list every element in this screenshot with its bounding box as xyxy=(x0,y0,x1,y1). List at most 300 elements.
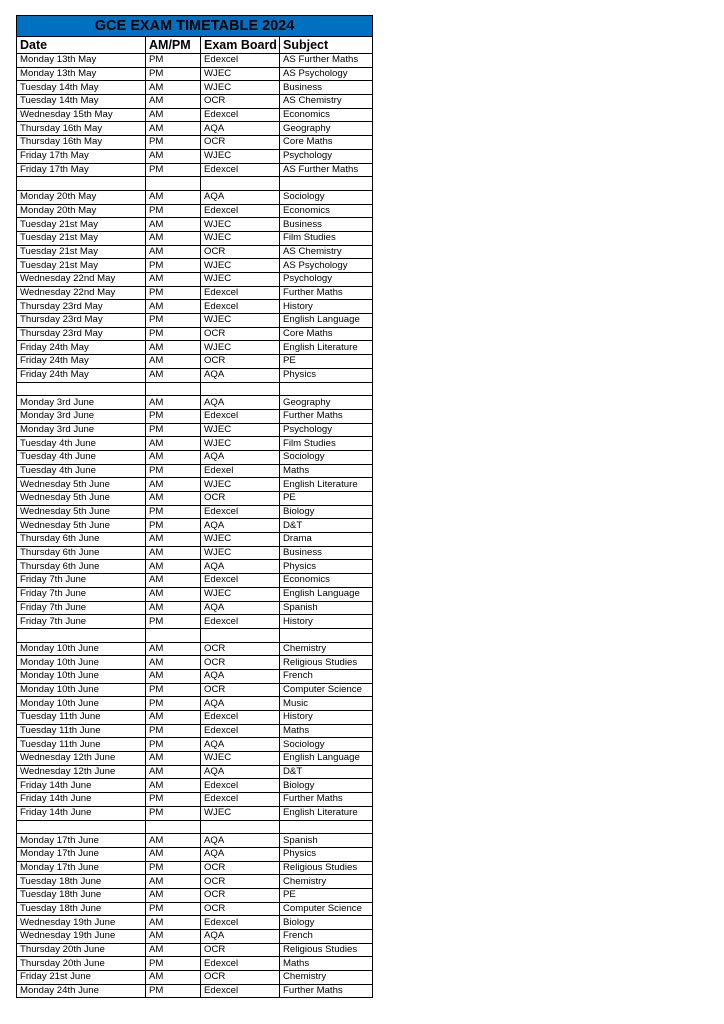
table-row xyxy=(17,779,373,793)
subject-cell: PE xyxy=(280,355,373,369)
am-pm-cell: AM xyxy=(146,642,201,656)
subject-cell: Geography xyxy=(280,122,373,136)
am-pm-cell xyxy=(146,177,201,191)
exam-board-cell: AQA xyxy=(201,601,280,615)
column-header-exam-board: Exam Board xyxy=(201,37,280,54)
exam-board-cell: AQA xyxy=(201,930,280,944)
am-pm-cell: AM xyxy=(146,574,201,588)
exam-board-cell: Edexcel xyxy=(201,108,280,122)
exam-board-cell: AQA xyxy=(201,669,280,683)
am-pm-cell: AM xyxy=(146,478,201,492)
subject-cell: Physics xyxy=(280,560,373,574)
table-row xyxy=(17,669,373,683)
exam-board-cell: AQA xyxy=(201,190,280,204)
subject-cell xyxy=(280,628,373,642)
table-row xyxy=(17,916,373,930)
subject-cell: French xyxy=(280,930,373,944)
subject-cell: Maths xyxy=(280,724,373,738)
date-cell: Tuesday 21st May xyxy=(17,231,146,245)
am-pm-cell: AM xyxy=(146,450,201,464)
date-cell: Friday 17th May xyxy=(17,163,146,177)
am-pm-cell: PM xyxy=(146,314,201,328)
subject-cell: French xyxy=(280,669,373,683)
am-pm-cell: PM xyxy=(146,984,201,998)
am-pm-cell: PM xyxy=(146,615,201,629)
table-row xyxy=(17,478,373,492)
table-row xyxy=(17,971,373,985)
date-cell: Tuesday 21st May xyxy=(17,218,146,232)
exam-board-cell: Edexcel xyxy=(201,724,280,738)
subject-cell: AS Psychology xyxy=(280,67,373,81)
table-row xyxy=(17,560,373,574)
am-pm-cell: AM xyxy=(146,341,201,355)
exam-board-cell: AQA xyxy=(201,847,280,861)
subject-cell: Physics xyxy=(280,368,373,382)
subject-cell: AS Chemistry xyxy=(280,245,373,259)
subject-cell: Core Maths xyxy=(280,327,373,341)
exam-board-cell: AQA xyxy=(201,450,280,464)
date-cell: Friday 24th May xyxy=(17,341,146,355)
subject-cell: Computer Science xyxy=(280,902,373,916)
am-pm-cell: PM xyxy=(146,136,201,150)
am-pm-cell: AM xyxy=(146,396,201,410)
exam-board-cell: WJEC xyxy=(201,259,280,273)
subject-cell: Biology xyxy=(280,779,373,793)
date-cell: Tuesday 11th June xyxy=(17,724,146,738)
table-row xyxy=(17,519,373,533)
table-row xyxy=(17,847,373,861)
am-pm-cell: AM xyxy=(146,81,201,95)
am-pm-cell: AM xyxy=(146,533,201,547)
header-row xyxy=(17,37,373,54)
exam-board-cell: WJEC xyxy=(201,149,280,163)
table-row xyxy=(17,902,373,916)
date-cell xyxy=(17,820,146,834)
date-cell: Monday 3rd June xyxy=(17,409,146,423)
am-pm-cell: AM xyxy=(146,943,201,957)
timetable-title: GCE EXAM TIMETABLE 2024 xyxy=(17,16,373,37)
date-cell: Friday 17th May xyxy=(17,149,146,163)
am-pm-cell: AM xyxy=(146,752,201,766)
exam-board-cell: WJEC xyxy=(201,533,280,547)
date-cell: Monday 3rd June xyxy=(17,423,146,437)
table-row xyxy=(17,574,373,588)
table-row xyxy=(17,327,373,341)
exam-board-cell: OCR xyxy=(201,943,280,957)
exam-board-cell: WJEC xyxy=(201,218,280,232)
exam-board-cell: Edexcel xyxy=(201,409,280,423)
table-row xyxy=(17,409,373,423)
am-pm-cell: PM xyxy=(146,464,201,478)
am-pm-cell: AM xyxy=(146,669,201,683)
date-cell: Monday 20th May xyxy=(17,204,146,218)
am-pm-cell: PM xyxy=(146,409,201,423)
subject-cell: English Literature xyxy=(280,806,373,820)
table-row xyxy=(17,615,373,629)
date-cell: Wednesday 15th May xyxy=(17,108,146,122)
table-row xyxy=(17,806,373,820)
am-pm-cell: PM xyxy=(146,327,201,341)
am-pm-cell: AM xyxy=(146,300,201,314)
table-row xyxy=(17,286,373,300)
exam-board-cell: OCR xyxy=(201,245,280,259)
table-row xyxy=(17,984,373,998)
table-row xyxy=(17,888,373,902)
table-row xyxy=(17,738,373,752)
exam-board-cell: OCR xyxy=(201,902,280,916)
exam-board-cell: WJEC xyxy=(201,67,280,81)
subject-cell: Business xyxy=(280,546,373,560)
date-cell: Monday 10th June xyxy=(17,656,146,670)
exam-board-cell: Edexcel xyxy=(201,300,280,314)
date-cell: Friday 7th June xyxy=(17,615,146,629)
am-pm-cell: PM xyxy=(146,793,201,807)
subject-cell: AS Psychology xyxy=(280,259,373,273)
am-pm-cell: AM xyxy=(146,971,201,985)
table-row xyxy=(17,656,373,670)
am-pm-cell: PM xyxy=(146,738,201,752)
date-cell: Wednesday 5th June xyxy=(17,505,146,519)
date-cell: Wednesday 5th June xyxy=(17,492,146,506)
am-pm-cell: AM xyxy=(146,546,201,560)
date-cell: Monday 17th June xyxy=(17,847,146,861)
subject-cell: Further Maths xyxy=(280,286,373,300)
subject-cell: Drama xyxy=(280,533,373,547)
am-pm-cell: PM xyxy=(146,957,201,971)
am-pm-cell: PM xyxy=(146,204,201,218)
date-cell xyxy=(17,628,146,642)
subject-cell: Economics xyxy=(280,204,373,218)
subject-cell: Biology xyxy=(280,505,373,519)
am-pm-cell: AM xyxy=(146,122,201,136)
exam-board-cell: Edexcel xyxy=(201,204,280,218)
subject-cell: Biology xyxy=(280,916,373,930)
date-cell: Tuesday 18th June xyxy=(17,902,146,916)
am-pm-cell: AM xyxy=(146,875,201,889)
date-cell: Wednesday 12th June xyxy=(17,765,146,779)
exam-board-cell: Edexcel xyxy=(201,957,280,971)
table-row xyxy=(17,450,373,464)
am-pm-cell: PM xyxy=(146,505,201,519)
exam-board-cell: WJEC xyxy=(201,423,280,437)
table-row xyxy=(17,231,373,245)
subject-cell: PE xyxy=(280,492,373,506)
exam-board-cell: AQA xyxy=(201,122,280,136)
subject-cell: Business xyxy=(280,81,373,95)
subject-cell: Computer Science xyxy=(280,683,373,697)
date-cell: Monday 20th May xyxy=(17,190,146,204)
exam-board-cell: Edexcel xyxy=(201,793,280,807)
date-cell: Tuesday 4th June xyxy=(17,437,146,451)
date-cell: Friday 24th May xyxy=(17,355,146,369)
exam-board-cell: WJEC xyxy=(201,341,280,355)
am-pm-cell: PM xyxy=(146,806,201,820)
date-cell: Tuesday 21st May xyxy=(17,259,146,273)
am-pm-cell xyxy=(146,628,201,642)
exam-board-cell: Edexcel xyxy=(201,984,280,998)
date-cell xyxy=(17,177,146,191)
table-row xyxy=(17,943,373,957)
date-cell: Monday 24th June xyxy=(17,984,146,998)
date-cell: Monday 10th June xyxy=(17,669,146,683)
am-pm-cell: AM xyxy=(146,492,201,506)
subject-cell: English Language xyxy=(280,587,373,601)
exam-board-cell xyxy=(201,177,280,191)
am-pm-cell: AM xyxy=(146,560,201,574)
date-cell: Wednesday 5th June xyxy=(17,519,146,533)
table-row xyxy=(17,834,373,848)
am-pm-cell: PM xyxy=(146,697,201,711)
table-row xyxy=(17,341,373,355)
date-cell: Monday 10th June xyxy=(17,697,146,711)
date-cell: Thursday 23rd May xyxy=(17,300,146,314)
table-row xyxy=(17,724,373,738)
date-cell: Tuesday 14th May xyxy=(17,81,146,95)
am-pm-cell: PM xyxy=(146,861,201,875)
subject-cell: Spanish xyxy=(280,601,373,615)
date-cell: Friday 14th June xyxy=(17,806,146,820)
table-row xyxy=(17,218,373,232)
date-cell: Friday 14th June xyxy=(17,779,146,793)
am-pm-cell: AM xyxy=(146,711,201,725)
am-pm-cell: AM xyxy=(146,601,201,615)
date-cell: Thursday 23rd May xyxy=(17,314,146,328)
date-cell: Thursday 6th June xyxy=(17,546,146,560)
table-row xyxy=(17,245,373,259)
exam-board-cell: WJEC xyxy=(201,273,280,287)
date-cell: Tuesday 4th June xyxy=(17,464,146,478)
exam-board-cell: WJEC xyxy=(201,806,280,820)
subject-cell: Psychology xyxy=(280,423,373,437)
subject-cell: D&T xyxy=(280,519,373,533)
am-pm-cell: AM xyxy=(146,587,201,601)
table-row xyxy=(17,108,373,122)
subject-cell: Film Studies xyxy=(280,231,373,245)
exam-board-cell: OCR xyxy=(201,355,280,369)
am-pm-cell xyxy=(146,382,201,396)
exam-board-cell: OCR xyxy=(201,656,280,670)
date-cell: Wednesday 22nd May xyxy=(17,286,146,300)
table-row xyxy=(17,601,373,615)
am-pm-cell: AM xyxy=(146,916,201,930)
subject-cell: Chemistry xyxy=(280,875,373,889)
date-cell: Thursday 23rd May xyxy=(17,327,146,341)
table-row xyxy=(17,793,373,807)
table-row xyxy=(17,642,373,656)
subject-cell: History xyxy=(280,300,373,314)
exam-board-cell: WJEC xyxy=(201,546,280,560)
date-cell: Friday 24th May xyxy=(17,368,146,382)
date-cell: Wednesday 5th June xyxy=(17,478,146,492)
subject-cell: Religious Studies xyxy=(280,943,373,957)
exam-board-cell: OCR xyxy=(201,861,280,875)
exam-timetable-table xyxy=(16,15,373,998)
date-cell: Friday 7th June xyxy=(17,587,146,601)
table-row xyxy=(17,464,373,478)
date-cell: Thursday 16th May xyxy=(17,122,146,136)
table-row xyxy=(17,300,373,314)
exam-board-cell: OCR xyxy=(201,875,280,889)
separator-row xyxy=(17,820,373,834)
subject-cell: Chemistry xyxy=(280,971,373,985)
subject-cell xyxy=(280,177,373,191)
table-row xyxy=(17,163,373,177)
column-header-date: Date xyxy=(17,37,146,54)
exam-board-cell: Edexcel xyxy=(201,615,280,629)
am-pm-cell: PM xyxy=(146,286,201,300)
exam-board-cell: AQA xyxy=(201,368,280,382)
table-row xyxy=(17,190,373,204)
table-row xyxy=(17,81,373,95)
date-cell: Monday 3rd June xyxy=(17,396,146,410)
date-cell: Wednesday 12th June xyxy=(17,752,146,766)
exam-board-cell: AQA xyxy=(201,519,280,533)
subject-cell: Core Maths xyxy=(280,136,373,150)
subject-cell: AS Further Maths xyxy=(280,54,373,68)
table-row xyxy=(17,149,373,163)
table-row xyxy=(17,752,373,766)
exam-board-cell: AQA xyxy=(201,560,280,574)
subject-cell: Chemistry xyxy=(280,642,373,656)
am-pm-cell xyxy=(146,820,201,834)
subject-cell: Further Maths xyxy=(280,793,373,807)
exam-board-cell: WJEC xyxy=(201,231,280,245)
date-cell: Thursday 6th June xyxy=(17,533,146,547)
exam-board-cell: WJEC xyxy=(201,314,280,328)
table-row xyxy=(17,492,373,506)
am-pm-cell: AM xyxy=(146,190,201,204)
am-pm-cell: AM xyxy=(146,437,201,451)
subject-cell: English Language xyxy=(280,752,373,766)
table-row xyxy=(17,957,373,971)
subject-cell xyxy=(280,382,373,396)
subject-cell: Spanish xyxy=(280,834,373,848)
am-pm-cell: AM xyxy=(146,218,201,232)
exam-board-cell xyxy=(201,628,280,642)
am-pm-cell: AM xyxy=(146,930,201,944)
am-pm-cell: AM xyxy=(146,834,201,848)
am-pm-cell: AM xyxy=(146,245,201,259)
table-row xyxy=(17,437,373,451)
subject-cell: Physics xyxy=(280,847,373,861)
subject-cell: Maths xyxy=(280,957,373,971)
separator-row xyxy=(17,628,373,642)
exam-board-cell: WJEC xyxy=(201,752,280,766)
am-pm-cell: AM xyxy=(146,231,201,245)
exam-board-cell: OCR xyxy=(201,95,280,109)
am-pm-cell: PM xyxy=(146,163,201,177)
exam-board-cell: AQA xyxy=(201,834,280,848)
column-header-am-pm: AM/PM xyxy=(146,37,201,54)
exam-board-cell: OCR xyxy=(201,136,280,150)
date-cell: Friday 14th June xyxy=(17,793,146,807)
exam-board-cell: Edexcel xyxy=(201,574,280,588)
date-cell: Friday 7th June xyxy=(17,601,146,615)
table-row xyxy=(17,54,373,68)
subject-cell: AS Further Maths xyxy=(280,163,373,177)
exam-board-cell: Edexcel xyxy=(201,163,280,177)
date-cell: Monday 10th June xyxy=(17,683,146,697)
table-row xyxy=(17,368,373,382)
am-pm-cell: PM xyxy=(146,724,201,738)
subject-cell: Sociology xyxy=(280,738,373,752)
am-pm-cell: AM xyxy=(146,95,201,109)
exam-board-cell: WJEC xyxy=(201,81,280,95)
table-row xyxy=(17,930,373,944)
am-pm-cell: AM xyxy=(146,355,201,369)
exam-board-cell xyxy=(201,382,280,396)
table-row xyxy=(17,95,373,109)
table-row xyxy=(17,587,373,601)
date-cell: Tuesday 11th June xyxy=(17,711,146,725)
subject-cell: D&T xyxy=(280,765,373,779)
am-pm-cell: PM xyxy=(146,54,201,68)
table-row xyxy=(17,697,373,711)
subject-cell: English Language xyxy=(280,314,373,328)
table-row xyxy=(17,136,373,150)
table-row xyxy=(17,505,373,519)
subject-cell: Psychology xyxy=(280,149,373,163)
am-pm-cell: AM xyxy=(146,108,201,122)
title-row xyxy=(17,16,373,37)
subject-cell: AS Chemistry xyxy=(280,95,373,109)
subject-cell xyxy=(280,820,373,834)
date-cell: Tuesday 4th June xyxy=(17,450,146,464)
exam-board-cell: Edexcel xyxy=(201,286,280,300)
date-cell: Tuesday 11th June xyxy=(17,738,146,752)
table-row xyxy=(17,67,373,81)
am-pm-cell: AM xyxy=(146,656,201,670)
am-pm-cell: AM xyxy=(146,847,201,861)
date-cell: Wednesday 22nd May xyxy=(17,273,146,287)
separator-row xyxy=(17,382,373,396)
am-pm-cell: AM xyxy=(146,765,201,779)
exam-board-cell: Edexcel xyxy=(201,505,280,519)
date-cell: Tuesday 14th May xyxy=(17,95,146,109)
date-cell: Thursday 16th May xyxy=(17,136,146,150)
exam-board-cell: Edexcel xyxy=(201,711,280,725)
table-row xyxy=(17,765,373,779)
subject-cell: Maths xyxy=(280,464,373,478)
table-row xyxy=(17,355,373,369)
table-row xyxy=(17,122,373,136)
date-cell: Wednesday 19th June xyxy=(17,930,146,944)
exam-board-cell: OCR xyxy=(201,492,280,506)
subject-cell: History xyxy=(280,615,373,629)
exam-board-cell: WJEC xyxy=(201,587,280,601)
subject-cell: Economics xyxy=(280,574,373,588)
table-row xyxy=(17,423,373,437)
date-cell: Tuesday 18th June xyxy=(17,875,146,889)
subject-cell: Film Studies xyxy=(280,437,373,451)
table-row xyxy=(17,273,373,287)
exam-board-cell: Edexcel xyxy=(201,916,280,930)
subject-cell: English Literature xyxy=(280,478,373,492)
date-cell: Tuesday 21st May xyxy=(17,245,146,259)
table-row xyxy=(17,711,373,725)
exam-board-cell: OCR xyxy=(201,642,280,656)
exam-board-cell: OCR xyxy=(201,971,280,985)
table-row xyxy=(17,204,373,218)
exam-board-cell: OCR xyxy=(201,888,280,902)
subject-cell: Religious Studies xyxy=(280,861,373,875)
exam-board-cell: AQA xyxy=(201,396,280,410)
date-cell: Friday 21st June xyxy=(17,971,146,985)
exam-board-cell: OCR xyxy=(201,683,280,697)
exam-board-cell: AQA xyxy=(201,765,280,779)
subject-cell: English Literature xyxy=(280,341,373,355)
column-header-subject: Subject xyxy=(280,37,373,54)
